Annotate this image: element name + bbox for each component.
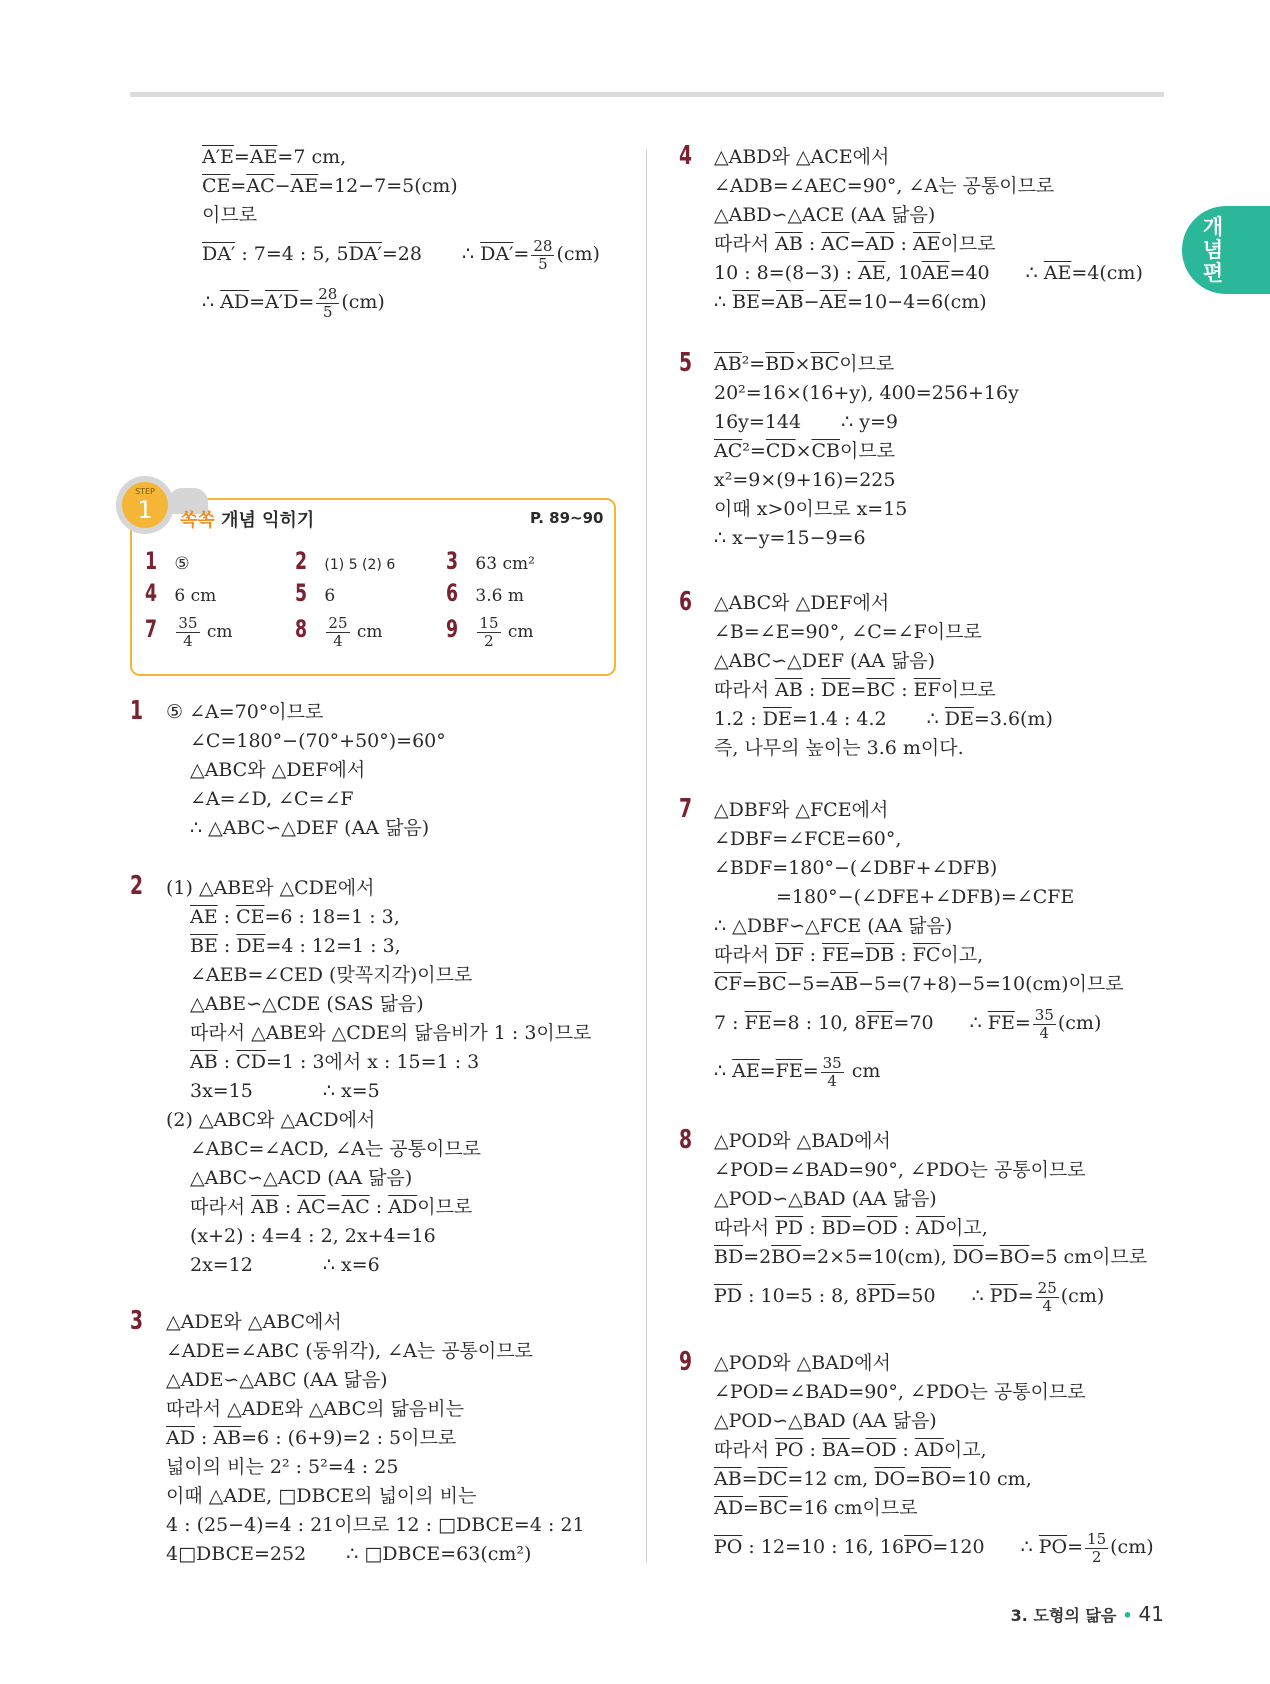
line: $A'E=\overline{AE}=7$ cm, [202,146,347,168]
line: △POD∽△BAD (AA 닮음) [714,1410,937,1432]
line: $\overline{BE}$ : $\overline{DE}=4$ : 12=1 : 3, [190,935,401,957]
top-rule [130,92,1164,97]
line: DA′ : 7=4 : 5, 5DA′=28 ∴ DA′= $\frac{28}{5}$ (cm) [202,236,600,273]
line: 20²=16×(16+y), 400=256+16y [714,382,1019,404]
line: ∠ADB=∠AEC=90°, ∠A는 공통이므로 [714,175,1055,197]
chapter-title: 3. 도형의 닮음 [1010,1606,1117,1625]
solution-number: 5 [679,348,693,378]
line: ∠B=∠E=90°, ∠C=∠F이므로 [714,621,982,643]
line: ∴ △ABC∽△DEF (AA 닮음) [190,817,430,839]
line: ⑤ ∠A=70°이므로 [166,701,324,723]
line: 따라서 $\overline{PD}$ : $\overline{BD}=\overline{OD}$ : $\overline{AD}$이고, [714,1217,988,1239]
line: $\overline{CE}=\overline{AC}-\overline{AE}=12-7=5(cm)$ [202,175,458,197]
line: $\overline{AE}$ : $\overline{CE}=6$ : 18=1 : 3, [190,906,400,928]
solution-3 [166,1308,585,1569]
line: 7 : $\overline{FE}=8$ : 10, $8\overline{FE}=70$ ∴ $\overline{FE}=$ $\frac{35}{4}$ (cm) [714,1005,1102,1042]
line: 이므로 [202,204,258,226]
line: 따라서 $\overline{AB}$ : $\overline{AC}=\overline{AD}$ : $\overline{AE}$이므로 [714,233,996,255]
fraction: $\frac{15}{2}$ [1087,1529,1107,1566]
line: (x+2) : 4=4 : 2, 2x+4=16 [190,1225,436,1247]
line: ∴ x−y=15−9=6 [714,527,866,549]
line: ∠AEB=∠CED (맞꼭지각)이므로 [190,964,473,986]
line: (1) △ABE와 △CDE에서 [166,877,375,899]
line: 따라서 $\overline{DF}$ : $\overline{FE}=\overline{DB}$ : $\overline{FC}$이고, [714,944,984,966]
line: ∠A=∠D, ∠C=∠F [190,788,354,810]
line: 따라서 $\overline{AB}$ : $\overline{AC}=\overline{AC}$ : $\overline{AD}$이므로 [190,1196,473,1218]
line: ∠POD=∠BAD=90°, ∠PDO는 공통이므로 [714,1381,1086,1403]
line: $\overline{PD}$ : 10=5 : 8, $8\overline{PD}=50$ ∴ $\overline{PD}=$ $\frac{25}{4}$ (cm) [714,1278,1105,1315]
answer-item: 9 $\frac{15}{2}$ cm [446,614,534,650]
answer-item: 1 ⑤ [145,547,190,575]
line: ∴ $\overline{BE}=\overline{AB}-\overline{AE}=10-4=6(cm)$ [714,291,987,313]
solution-9 [714,1349,1154,1571]
side-tab [1182,206,1270,294]
step-badge: STEP 1 [122,482,168,528]
solution-number: 9 [679,1347,693,1377]
solution-7 [714,796,1124,1095]
solution-5 [714,350,1019,553]
line: =180°−(∠DFE+∠DFB)=∠CFE [776,886,1075,908]
line: △ABD와 △ACE에서 [714,146,890,168]
line: △ABD∽△ACE (AA 닮음) [714,204,936,226]
line: ∠BDF=180°−(∠DBF+∠DFB) [714,857,998,879]
column-divider [646,150,647,1562]
line: △ADE와 △ABC에서 [166,1311,342,1333]
line: 4 : (25−4)=4 : 21이므로 12 : □DBCE=4 : 21 [166,1514,585,1536]
line: △ADE∽△ABC (AA 닮음) [166,1369,388,1391]
line: $\overline{AD}$ : $\overline{AB}=6$ : (6+9)=2 : 5이므로 [166,1427,457,1449]
bullet-icon: • [1122,1606,1133,1625]
line: ∠POD=∠BAD=90°, ∠PDO는 공통이므로 [714,1159,1086,1181]
side-tab-label: 개념편 [1202,215,1224,285]
line: $\overline{PO}$ : 12=10 : 16, $16\overline{PO}=120$ ∴ $\overline{PO}=$ $\frac{15}{2}$ (cm) [714,1529,1154,1566]
line: ∠C=180°−(70°+50°)=60° [190,730,446,752]
line: ∴ $\overline{AE}=\overline{FE}=$ $\frac{35}{4}$ cm [714,1053,881,1090]
line: △POD∽△BAD (AA 닮음) [714,1188,937,1210]
solution-4 [714,143,1143,317]
line: 따라서 $\overline{AB}$ : $\overline{DE}=\overline{BC}$ : $\overline{EF}$이므로 [714,679,996,701]
line: 따라서 △ADE와 △ABC의 닮음비는 [166,1398,464,1420]
answer-item: 3 63 cm² [446,547,535,575]
line: ∴ △DBF∽△FCE (AA 닮음) [714,915,953,937]
solution-number: 8 [679,1125,693,1155]
line: 이때 x>0이므로 x=15 [714,498,908,520]
line: $\overline{AD}=\overline{BC}=16$ cm이므로 [714,1497,918,1519]
line: 2x=12 ∴ x=6 [190,1254,380,1276]
line: △ABC와 △DEF에서 [190,759,366,781]
solution-number: 1 [130,696,144,726]
fraction: $\frac{25}{4}$ [1037,1278,1057,1315]
line: (2) △ABC와 △ACD에서 [166,1109,376,1131]
line: △DBF와 △FCE에서 [714,799,889,821]
answer-item: 2 (1) 5 (2) 6 [295,547,396,575]
line: 넓이의 비는 2² : 5²=4 : 25 [166,1456,399,1478]
line: △ABE∽△CDE (SAS 닮음) [190,993,424,1015]
page-footer [1011,1602,1164,1626]
line: $\overline{AB}^2=\overline{BD}\times\overline{BC}$이므로 [714,353,895,375]
answer-item: 8 $\frac{25}{4}$ cm [295,614,383,650]
solution-8 [714,1127,1147,1320]
line: 따라서 $\overline{PO}$ : $\overline{BA}=\overline{OD}$ : $\overline{AD}$이고, [714,1439,987,1461]
answer-item: 6 3.6 m [446,579,524,607]
line: 16y=144 ∴ y=9 [714,411,898,433]
left-top-solution [202,143,600,326]
line: $\overline{AC}^2=\overline{CD}\times\overline{CB}$이므로 [714,440,896,462]
fraction: $\frac{28}{5}$ [533,236,553,273]
line: 10 : 8=(8−3) : $\overline{AE}$, $10\overline{AE}=40$ ∴ $\overline{AE}=4(cm)$ [714,262,1143,284]
line: $\overline{AB}$ : $\overline{CD}=1$ : 3에서 x : 15=1 : 3 [190,1051,480,1073]
answer-item: 4 6 cm [145,579,217,607]
box-title: 쏙쏙 개념 익히기 [180,510,315,531]
solution-6 [714,589,1053,763]
solution-2 [166,874,591,1280]
line: △ABC∽△DEF (AA 닮음) [714,650,936,672]
line: △POD와 △BAD에서 [714,1352,891,1374]
line: △ABC∽△ACD (AA 닮음) [190,1167,413,1189]
line: 이때 △ADE, □DBCE의 넓이의 비는 [166,1485,477,1507]
line: ∠ADE=∠ABC (동위각), ∠A는 공통이므로 [166,1340,533,1362]
solution-number: 2 [130,871,144,901]
line: 따라서 △ABE와 △CDE의 닮음비가 1 : 3이므로 [190,1022,592,1044]
line: 4□DBCE=252 ∴ □DBCE=63(cm²) [166,1543,532,1565]
answer-item: 7 $\frac{35}{4}$ cm [145,614,233,650]
line: △ABC와 △DEF에서 [714,592,890,614]
line: ∠ABC=∠ACD, ∠A는 공통이므로 [190,1138,482,1160]
box-page-ref: P. 89~90 [530,509,604,527]
page-number: 41 [1138,1602,1164,1626]
line: 3x=15 ∴ x=5 [190,1080,380,1102]
solution-number: 7 [679,794,693,824]
line: 1.2 : $\overline{DE}=1.4$ : 4.2 ∴ $\overline{DE}=3.6(m)$ [714,708,1053,730]
fraction: $\frac{28}{5}$ [318,284,338,321]
answer-item: 5 6 [295,579,336,607]
line: $\overline{BD}=2\overline{BO}=2\times 5=10(cm)$, $\overline{DO}=\overline{BO}=5$ cm이므로 [714,1246,1148,1268]
line: $\overline{AB}=\overline{DC}=12$ cm, $\overline{DO}=\overline{BO}=10$ cm, [714,1468,1032,1490]
solution-number: 3 [130,1306,144,1336]
line: 즉, 나무의 높이는 3.6 m이다. [714,737,964,759]
fraction: $\frac{35}{4}$ [1034,1005,1054,1042]
solution-number: 6 [679,587,693,617]
line: ∠DBF=∠FCE=60°, [714,828,902,850]
fraction: $\frac{35}{4}$ [822,1053,842,1090]
line: △POD와 △BAD에서 [714,1130,891,1152]
solution-number: 4 [679,141,693,171]
line: x²=9×(9+16)=225 [714,469,896,491]
line: ∴ $\overline{AD}=A'D=$ $\frac{28}{5}$ (cm) [202,284,385,321]
line: $\overline{CF}=\overline{BC}-5=\overline{AB}-5=(7+8)-5=10(cm)$이므로 [714,973,1124,995]
solution-1 [166,698,446,843]
